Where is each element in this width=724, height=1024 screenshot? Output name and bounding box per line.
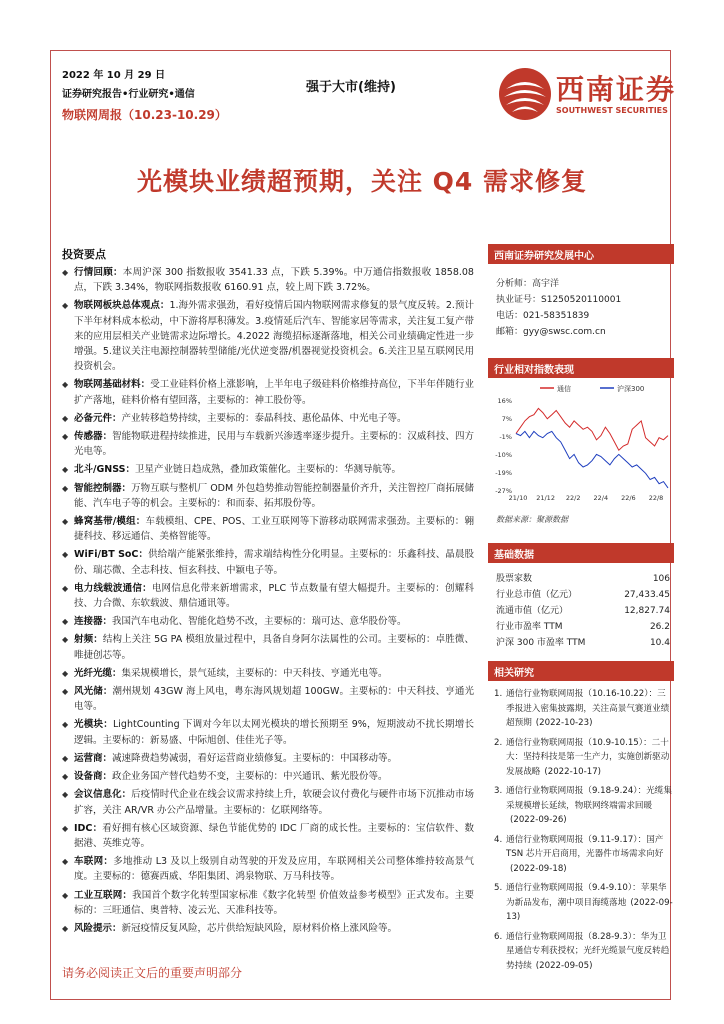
summary-item [62,684,474,714]
company-logo [498,64,678,124]
report-category: 证券研究报告•行业研究•通信 [62,89,195,100]
x-tick-label: 22/2 [565,494,581,502]
summary-item [62,821,474,851]
related-report-number: 6. [494,931,503,942]
summary-item-text: 新冠疫情反复风险，芯片供给短缺风险，原材料价格上涨风险等。 [121,922,398,934]
summary-item [62,462,474,477]
stats-label: 股票家数 [496,574,533,584]
related-report-date: (2022-09-13) [506,897,673,922]
sidebar [488,244,674,978]
logo-mark-icon [498,67,552,121]
stats-row [488,635,674,651]
stats-table [488,571,674,651]
y-tick-label: 16% [497,397,512,405]
summary-item-label: 光模块： [74,719,113,731]
summary-item-label: 智能控制器： [74,482,132,494]
related-section-title: 相关研究 [488,661,674,681]
related-report-title: 通信行业物联网周报（9.18-9.24）：光缆集采规模增长延续，物联网终端需求回暖 [506,786,672,811]
stats-value: 26.2 [649,622,670,632]
summary-item-text: 卫星产业链日趋成熟，叠加政策催化。主要标的：华测导航等。 [134,464,401,476]
stats-label: 沪深 300 市盈率 TTM [496,638,586,648]
analyst-email-label: 邮箱： [496,327,524,337]
x-tick-label: 22/8 [648,494,664,502]
summary-item [62,298,474,374]
related-report-date: (2022-09-26) [510,815,567,825]
analyst-cert: S1250520110001 [541,295,622,305]
summary-item-text: 我国首个数字化转型国家标准《数字化转型 价值效益参考模型》正式发布。主要标的：三旺通信、奥普特、凌云光、天准科技等。 [74,889,474,916]
related-report-item[interactable] [488,930,674,974]
analyst-email[interactable]: gyy@swsc.com.cn [523,327,606,337]
stats-label: 行业市盈率 TTM [496,622,563,632]
summary-item-text: LightCounting 下调对今年以太网光模块的增长预期至 9%，短期波动不扰长期增长逻辑。主要标的：新易盛、中际旭创、佳佳光子等。 [74,719,474,746]
summary-item-label: 物联网板块总体观点： [74,300,170,312]
summary-item [62,265,474,295]
summary-list [62,265,474,936]
summary-item-label: 传感器： [74,431,113,443]
related-report-item[interactable] [488,736,674,780]
summary-item [62,751,474,766]
summary-item-text: 智能物联进程持续推进，民用与车载新兴渗透率逐步提升。主要标的：汉威科技、四方光电等。 [74,431,474,458]
summary-item-label: 风险提示： [74,922,122,934]
logo-text-cn: 西南证券 [556,73,677,106]
x-tick-label: 22/6 [621,494,636,502]
related-report-title: 通信行业物联网周报（9.4-9.10）：苹果华为新品发布，潮中项目海缆落地 [506,883,667,908]
stats-value: 10.4 [649,638,670,648]
related-report-date: (2022-10-23) [535,718,593,728]
summary-item-label: 蜂窝基带/模组： [74,516,146,528]
summary-item-text: 后疫情时代企业在线会议需求持续上升，软硬会议付费化与硬件市场下沉推动市场扩容，关注 AR/VR 办公产品增量。主要标的：亿联网络等。 [74,789,474,816]
stats-row [488,587,674,603]
summary-item-label: 设备商： [74,771,113,783]
y-tick-label: 7% [501,415,512,423]
summary-item [62,769,474,784]
analyst-cert-row [496,292,674,308]
summary-item [62,581,474,611]
relative-index-chart [488,378,674,508]
analyst-phone-row [496,308,674,324]
related-report-number: 4. [494,834,503,845]
stats-value: 106 [652,574,670,584]
related-report-title: 通信行业物联网周报（10.9-10.15）：二十大：坚持科技是第一生产力，实施创新驱动发展战略 [506,737,670,777]
summary-item-text: 集采规模增长，景气延续，主要标的：中天科技、亨通光电等。 [121,667,388,679]
rating: 强于大市(维持) [306,80,396,95]
summary-item-label: 行情回顾： [74,267,123,278]
summary-item-label: 北斗/GNSS： [74,464,135,476]
summary-item-text: 产业转移趋势持续，主要标的：泰晶科技、惠伦晶体、中光电子等。 [121,412,407,424]
summary-item [62,377,474,407]
related-report-title: 通信行业物联网周报（8.28-9.3）：华为卫星通信专利获授权；光纤光缆景气度反转趋势持续 [506,931,670,971]
series-line-沪深300 [516,431,668,488]
x-tick-label: 22/4 [593,494,609,502]
summary-item-label: 车联网： [74,856,114,868]
summary-item-label: 运营商： [74,752,113,764]
summary-item-label: 光纤光缆： [74,667,122,679]
summary-item-label: 射频： [74,634,103,646]
summary-item-label: IDC： [74,822,103,834]
summary-item [62,481,474,511]
analyst-email-row [496,324,674,340]
analyst-name: 高宇洋 [532,279,560,289]
x-tick-label: 21/12 [536,494,555,502]
summary-item-label: 电力线载波通信： [74,582,152,594]
disclaimer-note: 请务必阅读正文后的重要声明部分 [62,966,243,980]
summary-item-text: 我国汽车电动化、智能化趋势不改，主要标的：瑞可达、意华股份等。 [112,616,407,628]
y-tick-label: -19% [495,469,512,477]
analyst-section-title: 西南证券研究发展中心 [488,244,674,264]
x-tick-label: 21/10 [508,494,528,502]
summary-item [62,411,474,426]
summary-item [62,614,474,629]
summary-item-text: 结构上关注 5G PA 模组放量过程中，具备自身阿尔法属性的公司。主要标的：卓胜微、唯捷创芯等。 [74,634,474,661]
summary-item-label: 连接器： [74,616,113,628]
related-report-item[interactable] [488,833,674,877]
summary-item [62,787,474,817]
summary-item-label: 工业互联网： [74,889,133,901]
summary-item-text: 万物互联与整机厂 ODM 外包趋势推动智能控制器量价齐升，关注智控厂商拓展储能、汽车电子等的机会。主要标的：和而泰、拓邦股份等。 [74,482,474,509]
summary-item-label: 风光储： [74,686,113,698]
legend-label: 沪深300 [617,385,645,393]
summary-item-label: 会议信息化： [74,789,132,801]
summary-item-text: 车载模组、CPE、POS、工业互联网等下游移动联网需求强劲。主要标的：翱捷科技、移远通信、美格智能等。 [74,516,474,543]
stats-section-title: 基础数据 [488,543,674,563]
summary-item-text: 本周沪深 300 指数报收 3541.33 点，下跌 5.39%。中万通信指数报收 1858.08 点，下跌 3.34%，物联网指数报收 6160.91 点，较上周下跌 3.72%。 [74,267,474,294]
chart-source: 数据来源：聚源数据 [496,515,568,524]
analyst-phone-label: 电话： [496,311,524,321]
summary-item-label: 必备元件： [74,412,122,424]
summary-item-text: 看好拥有核心区域资源、绿色节能优势的 IDC 厂商的成长性。主要标的：宝信软件、数据港、英维克等。 [74,822,474,849]
summary-item [62,632,474,662]
related-report-number: 2. [494,737,503,748]
stats-row [488,571,674,587]
summary-item-text: 政企业务国产替代趋势不变，主要标的：中兴通讯、紫光股份等。 [112,771,388,783]
related-report-date: (2022-09-05) [535,960,593,971]
report-date: 2022 年 10 月 29 日 [62,70,166,81]
stats-row [488,619,674,635]
summary-item-text: 供给端产能紧张维持，需求端结构性分化明显。主要标的：乐鑫科技、晶晨股份、瑞芯微、全志科技、恒玄科技、中颖电子等。 [74,549,474,576]
summary-item [62,429,474,459]
summary-item [62,717,474,747]
analyst-name-row [496,276,674,292]
summary-item [62,666,474,681]
summary-item-text: 受工业硅料价格上涨影响，上半年电子级硅料价格维持高位，下半年伴随行业扩产落地，硅料价格有望回落，主要标的：神工股份等。 [74,379,474,406]
related-report-date: (2022-09-18) [510,863,567,874]
y-tick-label: -27% [495,487,512,495]
report-series: 物联网周报（10.23-10.29） [62,108,227,122]
analyst-phone: 021-58351839 [523,311,590,321]
summary-item-text: 潮州规划 43GW 海上风电，粤东海风规划超 100GW。主要标的：中天科技、亨通光电等。 [74,686,474,713]
logo-text-en: SOUTHWEST SECURITIES [556,106,668,115]
stats-value: 12,827.74 [624,606,670,616]
analyst-info [488,264,674,340]
summary-column [62,246,474,939]
summary-item-text: 1.海外需求强劲，看好疫情后国内物联网需求修复的景气度反转。2.预计下半年材料成本松动，中下游将厚积薄发。3.疫情延后汽车、智能家居等需求，关注复工复产带来的应用层相关产业链需求边际增长。4.2022 海缆招标逐渐落地，相关公司业绩确定性进一步增强。5.建议关注电源控制器转型储能/光伏逆变器/机器视觉投资机会。6.关注卫星互联网民用投资机会。 [74,300,474,373]
summary-item [62,547,474,577]
stats-label: 行业总市值（亿元） [496,590,578,600]
summary-item [62,854,474,884]
related-report-date: (2022-10-17) [544,766,602,777]
summary-item [62,921,474,936]
related-report-item[interactable] [488,881,674,925]
summary-item-label: WiFi/BT SoC： [74,549,149,561]
stats-value: 27,433.45 [624,590,670,600]
chart-section-title: 行业相对指数表现 [488,358,674,378]
related-report-item[interactable] [488,687,674,731]
report-title: 光模块业绩超预期，关注 Q4 需求修复 [136,167,588,196]
y-tick-label: -1% [499,433,512,441]
summary-item [62,888,474,918]
related-reports-list [488,681,674,973]
stats-row [488,603,674,619]
summary-item-text: 减速降费趋势减弱，看好运营商业绩修复。主要标的：中国移动等。 [112,752,398,764]
summary-item-label: 物联网基础材料： [74,379,151,391]
y-tick-label: -10% [495,451,512,459]
related-report-number: 1. [494,689,503,699]
analyst-name-label: 分析师： [496,279,533,289]
related-report-title: 通信行业物联网周报（10.16-10.22）：三季报进入密集披露期，关注高景气赛道业绩超预期 [506,689,670,728]
summary-heading: 投资要点 [62,248,106,261]
series-line-通信 [516,408,668,450]
summary-item [62,514,474,544]
related-report-title: 通信行业物联网周报（9.11-9.17）：国产 TSN 芯片开启商用，光器件市场需求向好 [506,834,664,859]
related-report-item[interactable] [488,784,674,828]
analyst-cert-label: 执业证号： [496,295,542,305]
summary-item-text: 多地推动 L3 及以上级别自动驾驶的开发及应用，车联网相关公司整体维持较高景气度。主要标的：德赛西威、华阳集团、鸿泉物联、万马科技等。 [74,856,474,883]
summary-item-text: 电网信息化带来新增需求，PLC 节点数量有望大幅提升。主要标的：创耀科技、力合微、东软载波、鼎信通讯等。 [74,582,474,610]
stats-label: 流通市值（亿元） [496,606,569,616]
related-report-number: 3. [494,786,503,796]
legend-label: 通信 [557,385,571,393]
related-report-number: 5. [494,883,503,893]
